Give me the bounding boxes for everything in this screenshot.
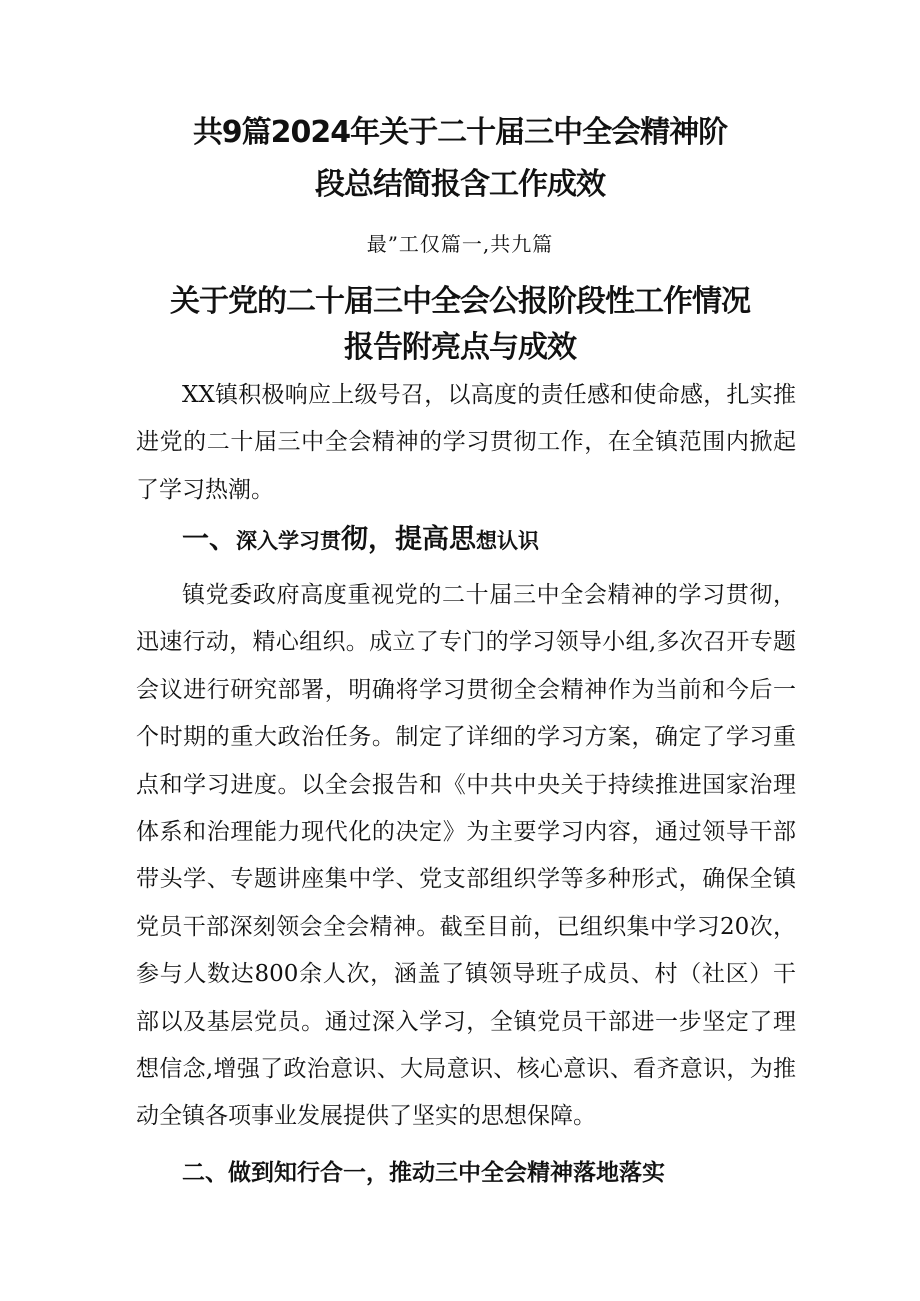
section-title-line-1: 关于党的二十届三中全会公报阶段性工作情况: [170, 284, 750, 319]
heading-1-number: 一、: [182, 524, 236, 555]
document-title-line-2: 段总结简报含工作成效: [315, 167, 605, 202]
heading-1-text-b: 彻，提高思: [341, 524, 476, 555]
heading-1-text-a: 深入学习贯: [236, 528, 341, 553]
section-title-line-2: 报告附亮点与成效: [344, 330, 576, 365]
heading-1-text-c: 想认识: [476, 528, 539, 553]
intro-paragraph: XX镇积极响应上级号召，以高度的责任感和使命感，扎实推进党的二十届三中全会精神的学习贯彻工作，在全镇范围内掀起了学习热潮。: [136, 382, 796, 503]
heading-2: 二、做到知行合一，推动三中全会精神落地落实: [182, 1159, 665, 1186]
document-subtitle: 最”工仅篇一,共九篇: [366, 232, 554, 256]
body-paragraph-1: 镇党委政府高度重视党的二十届三中全会精神的学习贯彻，迅速行动，精心组织。成立了专门的学习领导小组,多次召开专题会议进行研究部署，明确将学习贯彻全会精神作为当前和今后一个时期的重大政治任务。制定了详细的学习方案，确定了学习重点和学习进度。以全会报告和《中共中央关于持续推进国家治理体系和治理能力现代化的决定》为主要学习内容，通过领导干部带头学、专题讲座集中学、党支部组织学等多种形式，确保全镇党员干部深刻领会全会精神。截至目前，已组织集中学习20次，参与人数达800余人次，涵盖了镇领导班子成员、村（社区）干部以及基层党员。通过深入学习，全镇党员干部进一步坚定了理想信念,增强了政治意识、大局意识、核心意识、看齐意识，为推动全镇各项事业发展提供了坚实的思想保障。: [136, 582, 796, 1130]
document-title-line-1: 共9篇2024年关于二十届三中全会精神阶: [192, 115, 728, 150]
heading-1: [182, 518, 539, 563]
